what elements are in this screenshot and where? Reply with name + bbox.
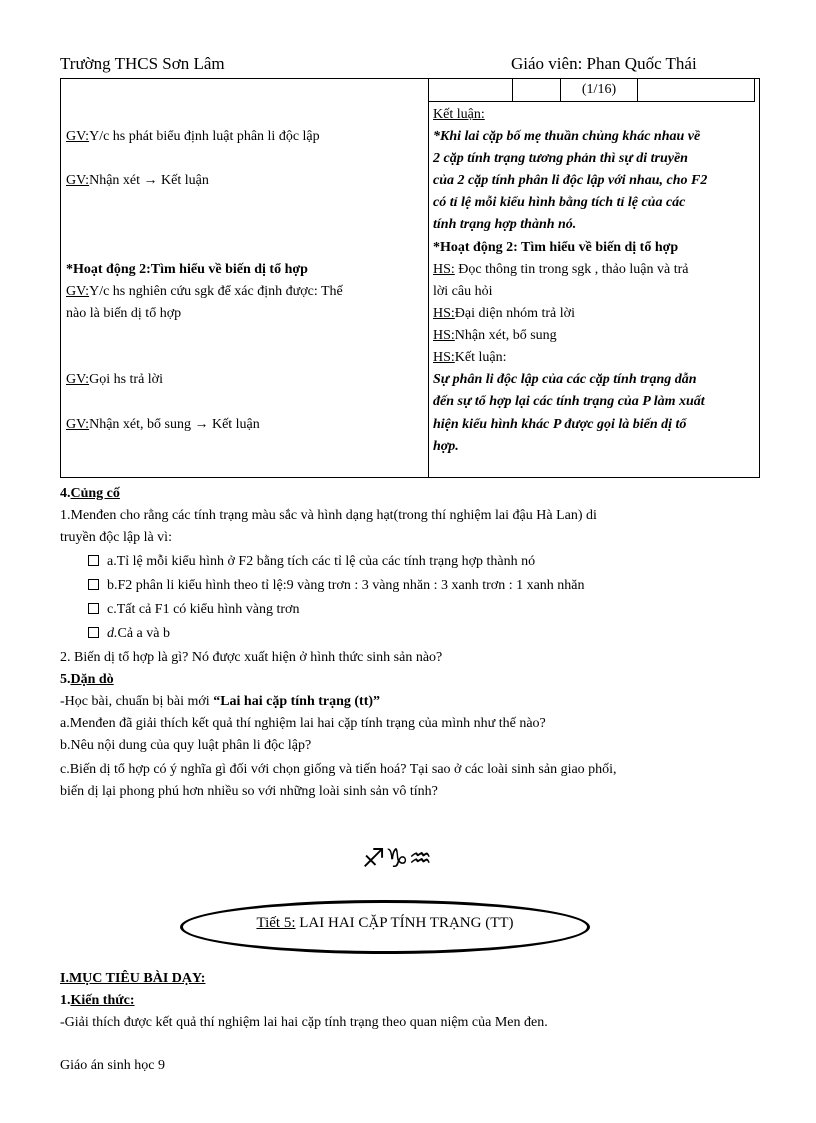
- checkbox-icon[interactable]: [88, 627, 99, 638]
- page-footer: Giáo án sinh học 9: [60, 1058, 165, 1073]
- knowledge-heading: 1.Kiến thức:: [60, 993, 135, 1008]
- question-1: 1.Menđen cho rằng các tính trạng màu sắc và hình dạng hạt(trong thí nghiệm lai đậu Hà Lan) di: [60, 508, 597, 523]
- hs-response-3: HS:Nhận xét, bổ sung: [433, 328, 557, 343]
- homework-line: b.Nêu nội dung của quy luật phân li độc lập?: [60, 738, 312, 753]
- gv-instruction-5: GV:Nhận xét, bổ sung → Kết luận: [66, 417, 260, 432]
- conclusion-line: 2 cặp tính trạng tương phản thì sự di truyền: [433, 151, 688, 166]
- option-d: d.Cả a và b: [88, 623, 170, 645]
- gv-instruction-3-cont: nào là biến dị tổ hợp: [66, 306, 182, 321]
- result-line: Sự phân li độc lập của các cặp tính trạng dẫn: [433, 372, 697, 387]
- conclusion-line: có tỉ lệ mỗi kiểu hình bằng tích tỉ lệ của các: [433, 195, 686, 210]
- hs-response-4: HS:Kết luận:: [433, 350, 507, 365]
- checkbox-icon[interactable]: [88, 579, 99, 590]
- table-top-cells: [428, 78, 755, 102]
- question-2: 2. Biến dị tổ hợp là gì? Nó được xuất hiện ở hình thức sinh sản nào?: [60, 650, 443, 665]
- checkbox-icon[interactable]: [88, 603, 99, 614]
- table-divider: [428, 78, 429, 478]
- gv-instruction-1: GV:Y/c hs phát biểu định luật phân li độc lập: [66, 129, 320, 144]
- gv-instruction-3: GV:Y/c hs nghiên cứu sgk để xác định được: Thế: [66, 284, 343, 299]
- conclusion-line: của 2 cặp tính phân li độc lập với nhau, cho F2: [433, 173, 708, 188]
- question-1-cont: truyền độc lập là vì:: [60, 530, 172, 545]
- lesson-title: Tiết 5: LAI HAI CẶP TÍNH TRẠNG (TT): [256, 915, 514, 931]
- conclusion-label: Kết luận:: [433, 107, 485, 122]
- option-c: c.Tất cả F1 có kiểu hình vàng trơn: [88, 599, 299, 621]
- homework-line: -Học bài, chuẩn bị bài mới “Lai hai cặp tính trạng (tt)”: [60, 694, 381, 709]
- school-name: Trường THCS Sơn Lâm: [60, 54, 225, 73]
- checkbox-icon[interactable]: [88, 555, 99, 566]
- teacher-name: Giáo viên: Phan Quốc Thái: [511, 54, 697, 73]
- left-activity-heading: *Hoạt động 2:Tìm hiểu về biến dị tổ hợp: [66, 262, 308, 277]
- result-line: hợp.: [433, 439, 459, 454]
- option-b: b.F2 phân li kiểu hình theo tỉ lệ:9 vàng trơn : 3 vàng nhăn : 3 xanh trơn : 1 xanh nhăn: [88, 575, 585, 597]
- homework-line: a.Menđen đã giải thích kết quả thí nghiệm lai hai cặp tính trạng của mình như thế nào?: [60, 716, 546, 731]
- section-consolidation-heading: 4.Củng cố: [60, 486, 120, 501]
- right-activity-heading: *Hoạt động 2: Tìm hiểu về biến dị tổ hợp: [433, 240, 679, 255]
- hs-response-1-cont: lời câu hỏi: [433, 284, 493, 299]
- hs-response-2: HS:Đại diện nhóm trả lời: [433, 306, 575, 321]
- gv-instruction-4: GV:Gọi hs trả lời: [66, 372, 163, 387]
- result-line: đến sự tổ hợp lại các tính trạng của P làm xuất: [433, 394, 705, 409]
- objectives-heading: I.MỤC TIÊU BÀI DẠY:: [60, 971, 206, 986]
- conclusion-line: *Khi lai cặp bố mẹ thuần chủng khác nhau về: [433, 129, 701, 144]
- table-top-cell-value: (1/16): [561, 79, 638, 102]
- conclusion-line: tính trạng hợp thành nó.: [433, 217, 577, 232]
- knowledge-text: -Giải thích được kết quả thí nghiệm lai hai cặp tính trạng theo quan niệm của Men đen.: [60, 1015, 548, 1030]
- homework-line: biến dị lại phong phú hơn nhiều so với những loài sinh sản vô tính?: [60, 784, 438, 799]
- result-line: hiện kiểu hình khác P được gọi là biến dị tổ: [433, 417, 687, 432]
- homework-line: c.Biến dị tổ hợp có ý nghĩa gì đối với chọn giống và tiến hoá? Tại sao ở các loài sinh sản giao phối,: [60, 762, 617, 777]
- section-homework-heading: 5.Dặn dò: [60, 672, 114, 687]
- option-a: a.Tỉ lệ mỗi kiểu hình ở F2 bằng tích các tỉ lệ của các tính trạng hợp thành nó: [88, 551, 535, 573]
- hs-response-1: HS: Đọc thông tin trong sgk , thảo luận và trả: [433, 262, 689, 277]
- gv-instruction-2: GV:Nhận xét → Kết luận: [66, 173, 209, 188]
- zodiac-divider-icon: ♐♑♒: [362, 844, 432, 874]
